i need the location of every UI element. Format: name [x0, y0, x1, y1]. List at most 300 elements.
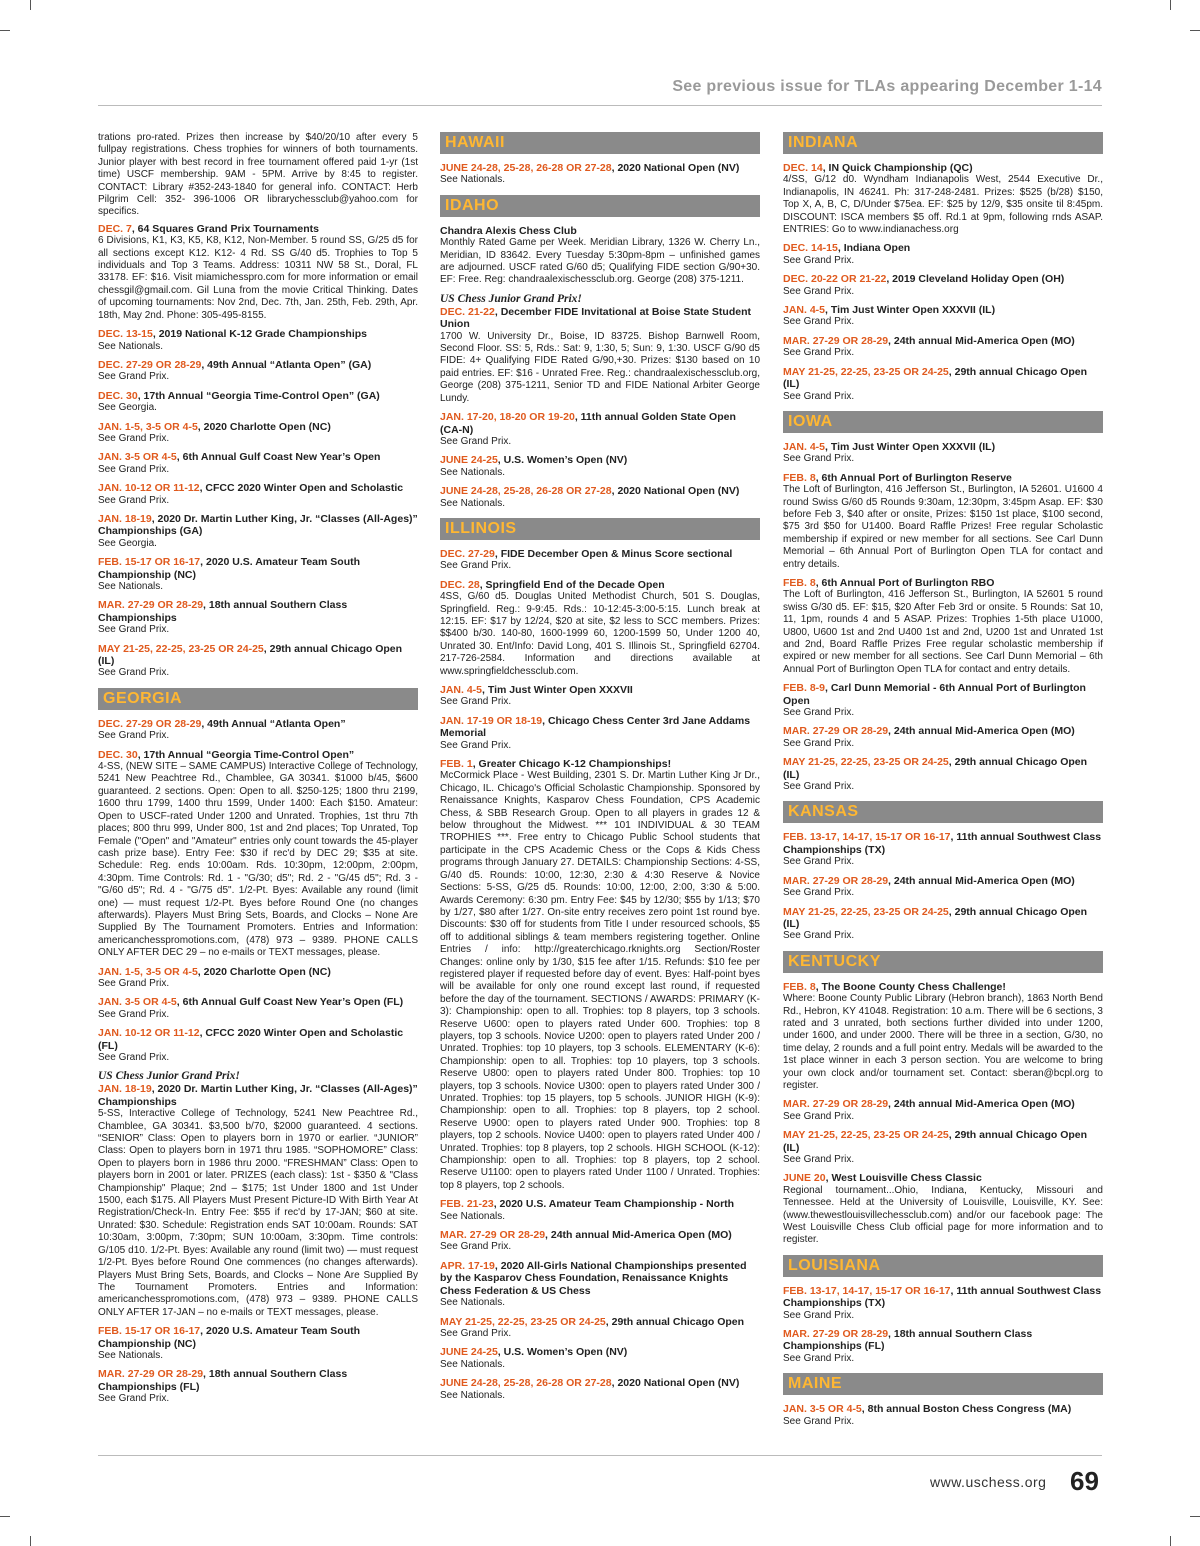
tournament-listing	[783, 1098, 1103, 1123]
listing-date: FEB. 8-9	[783, 682, 826, 695]
tournament-listing	[440, 1377, 760, 1402]
listing-heading	[98, 421, 418, 433]
listing-heading	[783, 725, 1103, 737]
listing-date: MAR. 27-29 OR 28-29	[783, 1098, 889, 1111]
listing-heading	[783, 1172, 1103, 1184]
listing-heading	[440, 411, 760, 436]
listing-heading	[783, 273, 1103, 285]
listing-date: DEC. 30	[98, 748, 138, 761]
listing-details: See Grand Prix.	[783, 1154, 855, 1165]
listing-title: , 2020 National Open (NV)	[611, 1377, 740, 1390]
listing-heading	[98, 482, 418, 494]
listing-date: JUNE 24-28, 25-28, 26-28 OR 27-28	[440, 1377, 612, 1390]
tournament-listing	[783, 472, 1103, 571]
crop-mark	[0, 1516, 10, 1517]
listing-heading	[783, 1285, 1103, 1310]
listing-title: , 24th annual Mid-America Open (MO)	[888, 1098, 1075, 1111]
listing-details: See Grand Prix.	[440, 560, 512, 572]
listing-date: MAR. 27-29 OR 28-29	[783, 334, 889, 347]
listing-date: FEB. 15-17 OR 16-17	[98, 1325, 201, 1338]
listing-title: , 64 Squares Grand Prix Tournaments	[131, 222, 319, 235]
listing-heading	[98, 718, 418, 730]
listing-title: , 2020 U.S. Amateur Team South Championship (NC)	[98, 556, 361, 581]
listing-title: , 11th annual Southwest Class Championships (TX)	[783, 831, 1102, 856]
listing-date: DEC. 7	[98, 222, 132, 235]
listing-title: , 6th Annual Port of Burlington RBO	[815, 576, 995, 589]
listing-heading	[783, 1403, 1103, 1415]
listing-heading	[98, 599, 418, 624]
tournament-listing	[98, 328, 418, 353]
listing-heading	[440, 454, 760, 466]
listing-date: FEB. 8	[783, 980, 816, 993]
listing-date: MAR. 27-29 OR 28-29	[440, 1229, 546, 1242]
crop-mark	[1170, 1536, 1171, 1546]
crop-mark	[30, 1536, 31, 1546]
listing-date: MAY 21-25, 22-25, 23-25 OR 24-25	[783, 756, 949, 769]
listing-heading	[783, 831, 1103, 856]
listing-details: See Grand Prix.	[783, 856, 855, 868]
listing-details: See Grand Prix.	[783, 887, 855, 899]
listing-date: JAN. 18-19	[98, 1083, 152, 1096]
listing-date: FEB. 13-17, 14-17, 15-17 OR 16-17	[783, 831, 951, 844]
listing-details: See Grand Prix.	[98, 1008, 170, 1020]
listing-title: , 8th annual Boston Chess Congress (MA)	[861, 1403, 1072, 1416]
state-section-header: IOWA	[783, 411, 1103, 433]
listing-date: FEB. 1	[440, 758, 473, 771]
listing-heading	[440, 1377, 760, 1389]
listing-title: , December FIDE Invitational at Boise State Student Union	[440, 305, 751, 331]
listing-date: FEB. 21-23	[440, 1198, 494, 1211]
listing-date: FEB. 15-17 OR 16-17	[98, 556, 201, 569]
listing-date: JAN. 17-19 OR 18-19	[440, 714, 543, 727]
tournament-listing	[783, 1328, 1103, 1365]
listing-heading	[98, 451, 418, 463]
listing-title: , Tim Just Winter Open XXXVII (IL)	[825, 440, 996, 453]
tournament-listing	[440, 715, 760, 752]
listing-heading	[783, 1129, 1103, 1154]
listing-heading	[440, 548, 760, 560]
continued-listing-text: trations pro-rated. Prizes then increase by $40/20/10 after every 5 fullpay registrations. Chess trophies for winners of both tournaments. Junior player with best record in free tournament offered paid 1-yr (1st time) USCF membership. 9AM - 5PM. Arrive by 8:45 to register. CONTACT: Library #352-243-1840 for general info. CONTACT: Herb Pilgrim Cell: 352- 396-1006 OR librarychessclub@yahoo.com for specifics.	[98, 132, 418, 218]
listing-details: The Loft of Burlington, 416 Jefferson St., Burlington, IA 52601. U1600 4 round Swiss G/60 d5 Rounds 9:30am, 12:30pm, 3:45pm Asap. EF: $30 before Feb 3, $40 after or onsite, Prizes: $150 1st place, $100 second, $75 3rd $50 for U1400. Board Raffle Prizes! Free regular Scholastic membership if expired or new member for all sections. See Carl Dunn Memorial – 6th Annual Port of Burlington Open TLA for contact and entry details.	[783, 484, 1103, 570]
listing-heading	[98, 996, 418, 1008]
listing-column-3	[783, 132, 1103, 1434]
listing-heading	[783, 472, 1103, 484]
listing-date: FEB. 13-17, 14-17, 15-17 OR 16-17	[783, 1284, 951, 1297]
listing-title: , 2020 All-Girls National Championships presented by the Kasparov Chess Foundation, Renaissance Knights Chess Federation & US Chess	[440, 1259, 747, 1297]
listing-date: MAR. 27-29 OR 28-29	[783, 874, 889, 887]
listing-date: FEB. 8	[783, 471, 816, 484]
tournament-listing	[783, 242, 1103, 267]
listing-heading	[783, 906, 1103, 931]
tournament-listing	[783, 875, 1103, 900]
listing-details: See Grand Prix.	[98, 624, 170, 636]
crop-mark	[0, 30, 10, 31]
header-divider	[98, 105, 1102, 106]
listing-details: See Grand Prix.	[783, 1110, 855, 1122]
listing-title: , 18th annual Southern Class Championships (FL)	[783, 1328, 1033, 1353]
tournament-listing	[783, 162, 1103, 236]
tournament-listing	[98, 599, 418, 636]
listing-title: , 18th annual Southern Class Championships (FL)	[98, 1368, 348, 1393]
listing-details: See Grand Prix.	[783, 781, 855, 793]
listing-details: See Grand Prix.	[98, 432, 170, 444]
listing-details: See Nationals.	[440, 1358, 506, 1370]
listing-title: , 18th annual Southern Class Championships	[98, 599, 348, 624]
tournament-listing	[98, 1070, 418, 1319]
listing-date: JAN. 18-19	[98, 512, 152, 525]
listing-heading	[440, 1229, 760, 1241]
listing-title: , 49th Annual “Atlanta Open”	[201, 717, 346, 730]
listing-details: The Loft of Burlington, 416 Jefferson St., Burlington, IA 52601 5 round swiss G/30 d5. EF: $15, $20 After Feb 3rd or onsite. 5 Rounds: Sat 10, 11, 1pm, rounds 4 and 5 ASAP. Prizes: Trophies 1-5th place U1000, U800, U600 1st and 2nd U400 1st and 2nd, U200 1st and Unrated 1st and 2nd, Board Raffle Prizes Free regular scholastic membership if expired or new member for all sections. See Carl Dunn Memorial – 6th Annual Port of Burlington Open TLA for contact and entry details.	[783, 589, 1103, 675]
listing-date: FEB. 8	[783, 576, 816, 589]
listing-details: See Grand Prix.	[440, 739, 512, 751]
listing-date: DEC. 27-29 OR 28-29	[98, 358, 202, 371]
listing-title: , 2020 Charlotte Open (NC)	[197, 965, 331, 978]
listing-date: JUNE 24-28, 25-28, 26-28 OR 27-28	[440, 485, 612, 498]
listing-heading	[783, 441, 1103, 453]
listing-heading	[98, 223, 418, 235]
listing-details: See Nationals.	[440, 497, 506, 509]
listing-details: See Grand Prix.	[98, 977, 170, 989]
listing-details: See Grand Prix.	[783, 1352, 855, 1364]
tournament-listing	[440, 485, 760, 510]
listing-date: JAN. 10-12 OR 11-12	[98, 1027, 200, 1040]
state-section-header: LOUISIANA	[783, 1255, 1103, 1277]
tournament-listing	[98, 966, 418, 991]
listing-date: DEC. 27-29 OR 28-29	[98, 717, 202, 730]
listing-title: , IN Quick Championship (QC)	[822, 162, 973, 174]
tournament-listing	[98, 1325, 418, 1362]
listing-details: See Nationals.	[440, 1210, 506, 1222]
listing-details: See Grand Prix.	[783, 316, 855, 328]
listing-heading	[783, 756, 1103, 781]
listing-title: , 29th annual Chicago Open	[605, 1315, 745, 1328]
listing-heading	[440, 162, 760, 174]
crop-mark	[1190, 30, 1200, 31]
listing-heading	[98, 390, 418, 402]
state-section-header: GEORGIA	[98, 688, 418, 710]
listing-heading	[440, 579, 760, 591]
listing-heading	[440, 1316, 760, 1328]
listing-title: , 2020 U.S. Amateur Team Championship - North	[493, 1198, 735, 1211]
listing-heading	[783, 162, 1103, 174]
tournament-listing	[98, 749, 418, 960]
listing-date: DEC. 28	[440, 578, 480, 591]
tournament-listing	[440, 454, 760, 479]
listing-details: See Georgia.	[98, 537, 157, 549]
listing-date: MAY 21-25, 22-25, 23-25 OR 24-25	[783, 365, 949, 378]
listing-date: APR. 17-19	[440, 1259, 495, 1272]
listing-heading	[98, 513, 418, 538]
listing-heading	[440, 485, 760, 497]
listing-details: See Nationals.	[440, 466, 506, 478]
tournament-listing	[783, 577, 1103, 676]
listing-heading	[440, 684, 760, 696]
listing-title: , Tim Just Winter Open XXXVII	[482, 684, 633, 696]
listing-date: DEC. 13-15	[98, 328, 153, 341]
listing-heading	[440, 1198, 760, 1210]
listing-title: , 29th annual Chicago Open (IL)	[783, 1129, 1088, 1154]
page-header-note: See previous issue for TLAs appearing December 1-14	[672, 78, 1102, 95]
listing-date: MAY 21-25, 22-25, 23-25 OR 24-25	[783, 905, 949, 918]
listing-title: , 24th annual Mid-America Open (MO)	[545, 1229, 732, 1242]
listing-title: , 29th annual Chicago Open (IL)	[783, 756, 1088, 781]
tournament-listing	[783, 1172, 1103, 1246]
listing-date: MAR. 27-29 OR 28-29	[783, 725, 889, 738]
listing-date: MAY 21-25, 22-25, 23-25 OR 24-25	[98, 642, 264, 655]
tournament-listing	[783, 273, 1103, 298]
tournament-listing	[783, 335, 1103, 360]
listing-title: , 29th annual Chicago Open (IL)	[783, 365, 1088, 391]
tournament-listing	[440, 1346, 760, 1371]
state-section-header: ILLINOIS	[440, 518, 760, 540]
listing-details: See Grand Prix.	[98, 1052, 170, 1063]
listing-column-2	[440, 132, 760, 1408]
listing-heading	[98, 1083, 418, 1108]
tournament-listing	[783, 366, 1103, 403]
listing-title: , 11th annual Southwest Class Championships (TX)	[783, 1284, 1102, 1310]
listing-title: , 6th Annual Gulf Coast New Year’s Open	[176, 451, 381, 464]
listing-heading	[98, 556, 418, 581]
listing-heading	[440, 306, 760, 331]
listing-date: MAR. 27-29 OR 28-29	[98, 1368, 204, 1381]
listing-title: , 49th Annual “Atlanta Open” (GA)	[201, 358, 372, 371]
listing-heading	[783, 335, 1103, 347]
tournament-listing	[98, 359, 418, 384]
listing-title: , CFCC 2020 Winter Open and Scholastic (FL)	[98, 1027, 404, 1052]
listing-date: JUNE 24-25	[440, 1346, 498, 1359]
listing-column-1	[98, 132, 418, 1412]
listing-details: 1700 W. University Dr., Boise, ID 83725. Bishop Barnwell Room, Second Floor. SS: 5, Rds.: Sat: 9, 1:30, 5; Sun: 9, 1:30. USCF G/90 d5 FIDE: 4+ Qualifying FIDE Rated G/90,+30. Prizes: $130 based on 10 paid entries. EF: $16 - Unrated Free. Reg.: chandraalexischessclub.org, George (208) 375-1211, Senior TD and FIDE National Arbiter George Lundy.	[440, 330, 760, 404]
listing-details: 4SS, G/60 d5. Douglas United Methodist Church, 501 S. Douglas, Springfield. Reg.: 9-9:45. Rds.: 10-12:45-3:00-5:15. Lunch break at 12:15. EF: $17 by 12/24, $20 at site, $2 less to SCC members. Prizes: $$400 b/30. 140-80, 1600-1999 60, 1200-1599 50, Under 1200 40, Unrated 30. Ent/Info: David Long, 401 S. Illinois St., Springfield 62704. 217-726-2584. Information and directions available at www.springfieldchessclub.com.	[440, 591, 760, 677]
listing-details: See Georgia.	[98, 402, 157, 414]
listing-details: See Grand Prix.	[783, 390, 855, 402]
listing-heading	[440, 1260, 760, 1297]
state-section-header: HAWAII	[440, 132, 760, 154]
tournament-listing	[783, 304, 1103, 329]
listing-details: See Grand Prix.	[98, 667, 170, 679]
listing-title: , 11th annual Golden State Open (CA-N)	[440, 411, 736, 436]
tournament-listing	[440, 411, 760, 448]
listing-date: JUNE 20	[783, 1172, 826, 1185]
tournament-listing	[440, 162, 760, 187]
listing-date: MAR. 27-29 OR 28-29	[783, 1328, 889, 1341]
listing-details: See Grand Prix.	[440, 696, 512, 708]
listing-heading	[98, 359, 418, 371]
listing-title: , Carl Dunn Memorial - 6th Annual Port of Burlington Open	[783, 682, 1086, 707]
listing-title: , 24th annual Mid-America Open (MO)	[888, 874, 1075, 887]
listing-title: , Chicago Chess Center 3rd Jane Addams Memorial	[440, 714, 751, 740]
listing-details: See Grand Prix.	[783, 453, 855, 465]
crop-mark	[30, 0, 31, 10]
state-section-header: KENTUCKY	[783, 951, 1103, 973]
listing-heading	[98, 1368, 418, 1393]
tournament-listing	[98, 482, 418, 507]
listing-heading	[98, 328, 418, 340]
listing-title: , 29th annual Chicago Open (IL)	[98, 642, 403, 668]
tournament-listing	[783, 906, 1103, 943]
tournament-listing	[440, 1229, 760, 1254]
tournament-listing	[783, 441, 1103, 466]
listing-date: JAN. 1-5, 3-5 OR 4-5	[98, 420, 198, 433]
tournament-listing	[98, 718, 418, 743]
listing-details: See Grand Prix.	[98, 463, 170, 475]
listing-date: MAR. 27-29 OR 28-29	[98, 599, 204, 612]
listing-heading	[440, 715, 760, 740]
listing-details: 5-SS, Interactive College of Technology, 5241 New Peachtree Rd., Chamblee, GA 30341. $3,500 b/70, $2000 guaranteed. 4 sections. “SENIOR” Class: Open to players born in 1970 or earlier. “JUNIOR” Class: Open to players born in 1971 thru 1985. “SOPHOMORE” Class: Open to players born in 1986 thru 2000. “FRESHMAN” Class: Open to players born in 2001 or later. PRIZES (each class): 1st - $350 & "Class Championship" Plaque; 2nd – $175; 1st Under 1800 and 1st Under 1500, each $175. All Players Must Present Picture-ID With Birth Year At Registration/Check-In. Entry Fee: $55 if rec'd by 17-JAN; $60 at site. Unrated: $30. Schedule: Registration ends SAT 10:00am. Rounds: SAT 10:30am, 3:00pm, 7:30pm; SUN 10:00am, 3:30pm. Time controls: G/105 d10. 1/2-Pt. Byes: Available any round (limit two) — must request 1/2-Pt. Byes before Round One commences (no changes afterwards). Players Must Bring Sets, Boards, and Clocks – None Are Supplied By The Tournament Promoters. Entries and Information: americanchesspromotions.com, (478) 973 – 9389. PHONE CALLS ONLY AFTER 17-JAN – no e-mails or TEXT messages, please.	[98, 1108, 418, 1318]
listing-heading	[783, 981, 1103, 993]
listing-heading	[783, 875, 1103, 887]
listing-heading	[783, 577, 1103, 589]
listing-date: DEC. 30	[98, 389, 138, 402]
listing-details: See Grand Prix.	[783, 707, 855, 719]
listing-details: See Grand Prix.	[98, 371, 170, 383]
tournament-listing	[98, 1027, 418, 1064]
listing-details: 4/SS, G/12 d0. Wyndham Indianapolis West, 2544 Executive Dr., Indianapolis, IN 46241. Ph: 317-248-2481. Prizes: $525 (b/28) $150, Top X, A, B, C, D/Under $75ea. EF: $25 by 12/9, $35 onsite til 8:45pm. DISCOUNT: ISCA members $5 off. Rd.1 at 9pm, following rnds ASAP. ENTRIES: Go to www.indianachess.org	[783, 174, 1103, 236]
tournament-listing	[98, 390, 418, 415]
listing-title: , 17th Annual “Georgia Time-Control Open”	[137, 748, 355, 761]
listing-date: JUNE 24-25	[440, 454, 498, 467]
listing-title: , 24th annual Mid-America Open (MO)	[888, 334, 1075, 347]
listing-date: JAN. 10-12 OR 11-12	[98, 482, 200, 495]
listing-title: , 2020 U.S. Amateur Team South Championship (NC)	[98, 1325, 361, 1350]
listing-heading	[783, 366, 1103, 391]
listing-details: 4-SS, (NEW SITE – SAME CAMPUS) Interactive College of Technology, 5241 New Peachtree Rd., Chamblee, GA 30341. $1000 b/45, $600 guaranteed. 2 sections. Open: Open to all. $250-125; 1800 thru 2199, 1600 thru 1799, 1400 thru 1599, Under 1400: Each $150. Amateur: Open to USCF-rated Under 1200 and Unrated. Trophies, 1st thru 7th places; 800 thru 999, Under 800, 1st and 2nd places; Top Unrated, Top Female ("Open" and "Amateur" entries only count towards the 45-player cash prize base). Entry Fee: $30 if rec'd by DEC 29; $35 at site. Schedule: Reg. ends 10:00am. Rds. 10:30pm, 12:00pm, 2:00pm, 4:30pm. Time Controls: Rd. 1 - "G/30; d5"; Rd. 2 - "G/45 d5"; Rd. 3 - "G/60 d5"; Rd. 4 - "G/75 d5". 1/2-Pt. Byes: Available any round (limit one) — must request 1/2-Pt. Byes before Round One (no changes afterwards). Players Must Bring Sets, Boards, and Clocks – None Are Supplied By The Tournament Promoters. Entries and Information: americanchesspromotions.com, (478) 973 – 9389. PHONE CALLS ONLY AFTER DEC 29 – no e-mails or TEXT messages, please.	[98, 761, 418, 959]
listing-heading	[783, 304, 1103, 316]
tournament-listing	[783, 756, 1103, 793]
crop-mark	[1190, 1516, 1200, 1517]
listing-details: See Grand Prix.	[783, 347, 855, 359]
listing-heading	[98, 966, 418, 978]
listing-heading	[440, 1346, 760, 1358]
listing-title: , 2020 National Open (NV)	[611, 485, 740, 498]
listing-heading	[783, 1098, 1103, 1110]
listing-details: Monthly Rated Game per Week. Meridian Library, 1326 W. Cherry Ln., Meridian, ID 83642. Every Tuesday 5:30pm-8pm – unfinished games are adjourned. USCF rated G/60 d5; Qualifying FIDE section G/90+30. EF: Free. Reg: chandraalexischessclub.org. George (208) 375-1211.	[440, 237, 760, 286]
listing-details: See Grand Prix.	[440, 435, 512, 447]
listing-details: See Grand Prix.	[440, 1327, 512, 1339]
state-section-header: IDAHO	[440, 195, 760, 217]
listing-date: JAN. 4-5	[783, 304, 826, 317]
listing-heading	[783, 682, 1103, 707]
state-section-header: MAINE	[783, 1373, 1103, 1395]
listing-title: , Greater Chicago K-12 Championships!	[472, 758, 672, 771]
listing-heading	[98, 643, 418, 668]
listing-date: DEC. 20-22 OR 21-22	[783, 273, 887, 286]
tournament-listing	[98, 556, 418, 593]
listing-title: , 2019 National K-12 Grade Championships	[152, 328, 368, 341]
listing-details: See Grand Prix.	[783, 254, 855, 266]
tournament-listing	[98, 451, 418, 476]
listing-title: , U.S. Women’s Open (NV)	[497, 454, 628, 467]
tournament-listing	[98, 1368, 418, 1405]
tournament-listing	[783, 1129, 1103, 1166]
tournament-listing	[440, 758, 760, 1192]
tournament-listing	[783, 1403, 1103, 1428]
state-section-header: KANSAS	[783, 801, 1103, 823]
tournament-listing	[783, 981, 1103, 1093]
listing-heading	[98, 749, 418, 761]
listing-title: Chandra Alexis Chess Club	[440, 224, 577, 237]
listing-title: , 2020 National Open (NV)	[611, 162, 740, 174]
listing-title: , 2020 Charlotte Open (NC)	[197, 420, 331, 433]
listing-details: McCormick Place - West Building, 2301 S. Dr. Martin Luther King Jr Dr., Chicago, IL. Chicago's Official Scholastic Championship. Sponsored by Renaissance Knights, Kasparov Chess Foundation, CPS Academic Chess, & SBB Research Group. Open to all players in grades 12 & below throughout the Midwest. *** 101 INDIVIDUAL & 30 TEAM TROPHIES ***. Free entry to Chicago Public School students that participate in the CPS Academic Chess or the Cops & Kids Chess programs through January 27. DETAILS: Championship Sections: 4-SS, G/40 d5. Rounds: 10:00, 12:30, 2:30 & 4:30 Reserve & Novice Sections: 5-SS, G/25 d5. Rounds: 10:00, 12:00, 2:00, 3:30 & 5:00. Awards Ceremony: 6:30 pm. Entry Fee: $45 by 12/30; $55 by 1/13; $70 by 1/27, $80 after 1/27. On-site entry receives zero point 1st round bye. Discounts: $30 off for students from Title I under resourced schools, $5 off to additional siblings & team members registering together. Online Entries / info: http://greaterchicago.rknights.org Section/Roster Changes: online only by 1/30, $15 fee after 1/15. Refunds: $10 fee per registered player if requested before day of event. Byes: Half-point byes will be available for only one round except last round, if requested before the day of the tournament. SECTIONS / AWARDS: PRIMARY (K-3): Championship: open to all. Trophies: top 8 players, top 3 schools. Reserve U600: open to players rated Under 600. Trophies: top 8 players, top 3 schools. Novice U200: open to players rated Under 200 / Unrated. Trophies: top 10 players, top 3 schools. ELEMENTARY (K-6): Championship: open to all. Trophies: top 10 players, top 3 schools. Reserve U800: open to players rated Under 800. Trophies: top 10 players, top 3 schools. Novice U300: open to players rated Under 300 / Unrated. Trophies: top 15 players, top 5 schools. JUNIOR HIGH (K-9): Championship: open to all. Trophies: top 8 players, top 2 school. Reserve U900: open to players rated Under 900. Trophies: top 8 players, top 2 schools. Novice U400: open to players rated Under 400 / Unrated. Trophies: top 8 players, top 2 schools. HIGH SCHOOL (K-12): Championship: open to all. Trophies: top 8 players, top 2 school. Reserve U1100: open to players rated Under 1100 / Unrated. Trophies: top 8 players, top 2 schools.	[440, 770, 760, 1191]
listing-date: JUNE 24-28, 25-28, 26-28 OR 27-28	[440, 162, 612, 174]
listing-title: , West Louisville Chess Classic	[825, 1172, 982, 1185]
listing-title: , 2019 Cleveland Holiday Open (OH)	[886, 273, 1065, 286]
tournament-listing	[98, 996, 418, 1021]
listing-details: See Nationals.	[98, 581, 164, 592]
listing-details: Regional tournament...Ohio, Indiana, Kentucky, Missouri and Tennessee. Held at the University of Louisville, Louisville, KY. See: (www.thewestlouisvillechessclub.com) and/or our facebook page: The West Louisville Chess Club official page for more information and to register.	[783, 1184, 1103, 1246]
footer-url[interactable]: www.uschess.org	[930, 1474, 1047, 1490]
listing-title: , Tim Just Winter Open XXXVII (IL)	[825, 304, 996, 317]
listing-details: See Grand Prix.	[98, 730, 170, 742]
tournament-listing	[783, 1285, 1103, 1322]
listing-date: JAN. 1-5, 3-5 OR 4-5	[98, 965, 198, 978]
tournament-listing	[440, 1316, 760, 1341]
tournament-listing	[440, 684, 760, 709]
listing-date: MAY 21-25, 22-25, 23-25 OR 24-25	[440, 1315, 606, 1328]
listing-details: See Nationals.	[440, 1297, 506, 1309]
listing-title: , U.S. Women’s Open (NV)	[497, 1346, 628, 1359]
listing-details: See Grand Prix.	[98, 1393, 170, 1405]
listing-details: See Nationals.	[440, 1389, 506, 1401]
listing-date: JAN. 3-5 OR 4-5	[98, 996, 177, 1009]
state-section-header: INDIANA	[783, 132, 1103, 154]
listing-title: , CFCC 2020 Winter Open and Scholastic	[199, 482, 404, 495]
listing-title: , 24th annual Mid-America Open (MO)	[888, 725, 1075, 738]
listing-details: 6 Divisions, K1, K3, K5, K8, K12, Non-Member. 5 round SS, G/25 d5 for all sections except K12. K12- 4 Rd. SS G/40 d5. Trophies to Top 5 individuals and Top 3 Teams. Address: 10311 NW 58 St., Doral, FL 33178. EF: $16. Visit miamichesspro.com for more information or email chessgil@gmail.com. Gil Luna from the movie Critical Thinking. Dates of upcoming tournaments: Nov 2nd, Dec. 7th, Jan. 25th, Feb. 29th, Apr. 18th, May 2nd. Phone: 305-495-8155.	[98, 235, 418, 321]
listing-title: , The Boone County Chess Challenge!	[815, 980, 1006, 993]
listing-title: , 29th annual Chicago Open (IL)	[783, 905, 1088, 930]
listing-details: See Grand Prix.	[783, 285, 855, 297]
listing-date: DEC. 14-15	[783, 242, 838, 255]
tournament-listing	[783, 831, 1103, 868]
tournament-listing	[98, 513, 418, 550]
junior-grand-prix-label: US Chess Junior Grand Prix!	[98, 1070, 240, 1083]
listing-heading	[98, 1027, 418, 1052]
listing-details: See Nationals.	[98, 340, 164, 352]
junior-grand-prix-label: US Chess Junior Grand Prix!	[440, 292, 582, 305]
listing-date: JAN. 4-5	[440, 684, 483, 696]
crop-mark	[1170, 0, 1171, 10]
listing-details: See Nationals.	[98, 1349, 164, 1361]
footer-divider	[98, 1455, 1102, 1456]
tournament-listing	[440, 548, 760, 573]
listing-heading	[98, 1325, 418, 1350]
tournament-listing	[783, 725, 1103, 750]
listing-title: , 6th Annual Port of Burlington Reserve	[815, 471, 1012, 484]
tournament-listing	[440, 579, 760, 678]
listing-title: , FIDE December Open & Minus Score sectional	[494, 547, 733, 560]
listing-details: See Grand Prix.	[783, 1309, 855, 1321]
listing-title: , 2020 Dr. Martin Luther King, Jr. “Classes (All-Ages)” Championships (GA)	[98, 512, 418, 538]
tournament-listing	[98, 643, 418, 680]
listing-details: See Nationals.	[440, 174, 506, 186]
tournament-listing	[440, 1260, 760, 1310]
listing-details: See Grand Prix.	[783, 1415, 855, 1427]
listing-details: See Grand Prix.	[783, 930, 855, 942]
listing-details: See Grand Prix.	[98, 494, 170, 506]
tournament-listing	[98, 421, 418, 446]
listing-date: JAN. 17-20, 18-20 OR 19-20	[440, 411, 575, 424]
listing-details: Where: Boone County Public Library (Hebron branch), 1863 North Bend Rd., Hebron, KY 41048. Registration: 10 a.m. There will be 6 sections, 3 rated and 3 unrated, both sections further divided into under 1200, under 1600, and under 2000. There will be three in a section, G/30, no time delay, 2 rounds and a full point entry. Medals will be awarded to the 1st place winner in each 3 person section. You are welcome to bring your own clock and/or tournament set. Contact: sberan@bcpl.org to register.	[783, 993, 1103, 1091]
listing-date: MAY 21-25, 22-25, 23-25 OR 24-25	[783, 1129, 949, 1142]
listing-details: See Grand Prix.	[440, 1241, 512, 1253]
listing-title: , Springfield End of the Decade Open	[479, 578, 665, 591]
listing-date: JAN. 4-5	[783, 440, 826, 453]
listing-heading	[783, 242, 1103, 254]
tournament-listing	[440, 1198, 760, 1223]
